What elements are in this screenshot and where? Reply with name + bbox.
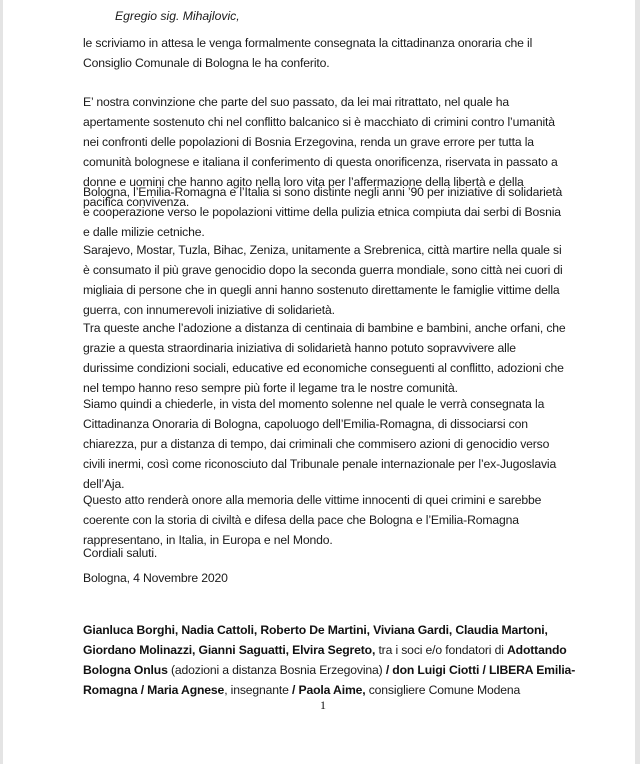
text-line: e dalle milizie cetniche.: [83, 225, 205, 239]
signatory-names: / Paola Aime,: [292, 683, 366, 697]
text-line: è consumato il più grave genocidio dopo la seconda guerra mondiale, sono città nei cuori di: [83, 263, 563, 277]
signatory-names: Gianluca Borghi, Nadia Cattoli, Roberto De Martini, Viviana Gardi, Claudia Martoni,: [83, 623, 548, 637]
text-line: dell’Aja.: [83, 477, 125, 491]
document-page: [3, 0, 635, 764]
text-line: Cittadinanza Onoraria di Bologna, capoluogo dell’Emilia-Romagna, di dissociarsi con: [83, 417, 528, 431]
text-line: guerra, con innumerevoli iniziative di solidarietà.: [83, 303, 335, 317]
text-line: le scriviamo in attesa le venga formalmente consegnata la cittadinanza onoraria che il: [83, 36, 533, 50]
text-line: migliaia di persone che in quegli anni hanno sostenuto direttamente le famiglie vittime della: [83, 283, 560, 297]
signatory-names: Giordano Molinazzi, Gianni Saguatti, Elvira Segreto,: [83, 643, 376, 657]
signatories-line-3: [83, 660, 613, 680]
salutation: Egregio sig. Mihajlovic,: [115, 9, 240, 23]
text-line: Bologna, l’Emilia-Romagna e l’Italia si sono distinte negli anni ’90 per iniziative di solidarietà: [83, 185, 563, 199]
signatories: [83, 620, 613, 700]
signatories-line-4: [83, 680, 613, 700]
text-line: Sarajevo, Mostar, Tuzla, Bihac, Zeniza, unitamente a Srebrenica, città martire nella quale si: [83, 243, 562, 257]
text-line: coerente con la storia di civiltà e difesa della pace che Bologna e l’Emilia-Romagna: [83, 513, 519, 527]
paragraph-5: [83, 318, 613, 398]
signatory-names: Romagna / Maria Agnese: [83, 683, 225, 697]
signatories-line-1: [83, 620, 613, 640]
text-line: e cooperazione verso le popolazioni vittime della pulizia etnica compiuta dai serbi di Bosnia: [83, 205, 561, 219]
paragraph-7: [83, 490, 613, 550]
signatory-names: / don Luigi Ciotti / LIBERA Emilia-: [385, 663, 576, 677]
signatory-role: consigliere Comune Modena: [365, 683, 521, 697]
text-line: rappresentano, in Italia, in Europa e nel Mondo.: [83, 533, 333, 547]
text-line: donne e uomini che hanno agito nella loro vita per l’affermazione della libertà e della: [83, 175, 524, 189]
text-line: civili inermi, così come riconosciuto dal Tribunale penale internazionale per l’ex-Jugoslavia: [83, 457, 557, 471]
signatory-role: , insegnante: [224, 683, 293, 697]
text-line: Consiglio Comunale di Bologna le ha conferito.: [83, 56, 330, 70]
text-line: nei confronti delle popolazioni di Bosnia Erzegovina, renda un grave errore per tutta la: [83, 135, 534, 149]
text-line: Tra queste anche l’adozione a distanza di centinaia di bambine e bambini, anche orfani, che: [83, 321, 566, 335]
text-line: comunità bolognese e italiana il conferimento di questa onorificenza, riservata in passato a: [83, 155, 558, 169]
text-line: Siamo quindi a chiederle, in vista del momento solenne nel quale le verrà consegnata la: [83, 397, 545, 411]
place-date: Bologna, 4 Novembre 2020: [83, 571, 228, 585]
paragraph-3: [83, 182, 613, 242]
text-line: chiarezza, pur a distanza di tempo, dai criminali che commisero azioni di genocidio verso: [83, 437, 550, 451]
text-line: nel tempo hanno reso sempre più forte il legame tra le nostre comunità.: [83, 381, 458, 395]
text-line: E’ nostra convinzione che parte del suo passato, da lei mai ritrattato, nel quale ha: [83, 95, 509, 109]
text-line: Questo atto renderà onore alla memoria delle vittime innocenti di quei crimini e sarebbe: [83, 493, 542, 507]
organization-name: Adottando: [507, 643, 567, 657]
paragraph-1: [83, 33, 613, 73]
signatories-line-2: [83, 640, 613, 660]
organization-note: (adozioni a distanza Bosnia Erzegovina): [167, 663, 386, 677]
closing: Cordiali saluti.: [83, 546, 158, 560]
text-line: apertamente sostenuto chi nel conflitto balcanico si è macchiato di crimini contro l’umanità: [83, 115, 555, 129]
text-line: pacifica convivenza.: [83, 195, 190, 209]
text-line: grazie a questa straordinaria iniziativa di solidarietà hanno potuto sopravvivere alle: [83, 341, 516, 355]
text-line: durissime condizioni sociali, educative ed economiche conseguenti al conflitto, adozioni che: [83, 361, 564, 375]
signatory-role: tra i soci e/o fondatori di: [375, 643, 508, 657]
paragraph-6: [83, 394, 613, 494]
organization-name: Bologna Onlus: [83, 663, 168, 677]
page-number: 1: [320, 698, 326, 712]
paragraph-4: [83, 240, 613, 320]
